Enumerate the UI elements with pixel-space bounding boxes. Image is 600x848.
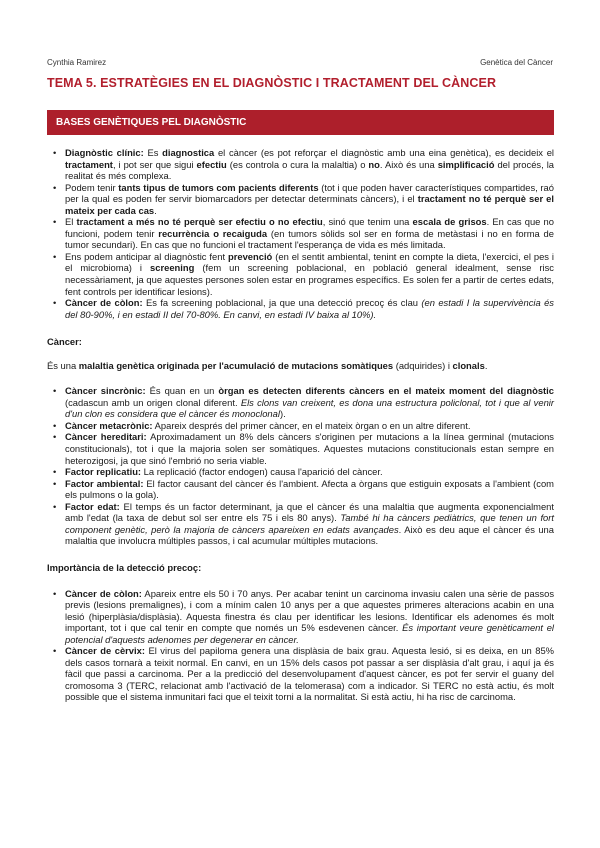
diagnosis-list [47,147,554,320]
list-item: • Càncer de cèrvix: El virus del papiloma genera una displàsia de baix grau. Aquesta lesió, si es deixa, en un 85% dels casos tornarà a teixit normal. En canvi, en un 15% dels casos pot passar a ser displàsia d'alt grau, i aquí ja és fàcil que passi a carcinoma. Per a la predicció del desenvolupament d'aquest càncer, es pot fer servir el guany del cromosoma 3 (TERC, relacionat amb l'activació de la telomerasa) com a indicador. Si TERC no està actiu, és molt possible que el sistema inmunitari faci que el teixit torni a la normalitat. Si està actiu, hi ha risc de carcinoma. [65,645,554,703]
cancer-types-list [47,385,554,547]
cancer-intro: És una malaltia genètica originada per l'acumulació de mutacions somàtiques (adquirides) i clonals. [47,359,488,371]
list-item: • Factor ambiental: El factor causant del càncer és l'ambient. Afecta a òrgans que estiguin exposats a l'ambient (com els pulmons o la gola). [65,478,554,501]
list-item: • Diagnòstic clínic: Es diagnostica el càncer (es pot reforçar el diagnòstic amb una eina genètica), es decideix el tractament, i pot ser que sigui efectiu (es controla o cura la malaltia) o no. Això és una simplificació del procés, la realitat és més complexa. [65,147,554,182]
list-item: • Càncer sincrònic: És quan en un òrgan es detecten diferents càncers en el mateix moment del diagnòstic (cadascun amb un origen clonal diferent. Els clons van creixent, es dona una estructura policlonal, tot i que al venir d'un clon es considera que el càncer és monoclonal). [65,385,554,420]
header-author: Cynthia Ramirez [47,58,107,67]
document-body [47,147,554,703]
list-item: • Ens podem anticipar al diagnòstic fent prevenció (en el sentit ambiental, tenint en compte la dieta, l'exercici, el pes i el microbioma) i screening (fem un screening poblacional, en població general idealment, sense risc necessàriament, ja que aquestes persones solen estar en programes específics. Es solen fer a partir de certes edats, fent controls per identificar lesions). [65,251,554,297]
list-item: • Factor edat: El temps és un factor determinant, ja que el càncer és una malaltia que augmenta exponencialment amb l'edat (la taxa de debut sol ser entre els 75 i els 80 anys). També hi ha càncers pediàtrics, que tenen un fort component genètic, però la majoria de càncers apareixen en edats avançades. Això es deu aque el càncer és una malaltia que involucra múltiples passos, i cal acumular múltiples mutacions. [65,501,554,547]
header-subject: Genètica del Càncer [480,58,553,67]
list-item: • Càncer de còlon: Es fa screening poblacional, ja que una detecció precoç és clau (en estadi I la supervivència és del 80-90%, i en estadi II del 70-80%. En canvi, en estadi IV baixa al 10%). [65,297,554,320]
section-label-cancer: Càncer: [47,336,82,348]
list-item: • Factor replicatiu: La replicació (factor endogen) causa l'aparició del càncer. [65,466,554,478]
page-title: TEMA 5. ESTRATÈGIES EN EL DIAGNÒSTIC I TRACTAMENT DEL CÀNCER [47,76,497,90]
list-item: • Càncer metacrònic: Apareix després del primer càncer, en el mateix òrgan o en un altre diferent. [65,420,554,432]
early-detection-list [47,588,554,703]
section-label-early-detection: Importància de la detecció precoç: [47,561,202,573]
list-item: • El tractament a més no té perquè ser efectiu o no efectiu, sinó que tenim una escala de grisos. En cas que no funcioni, podem tenir recurrència o recaiguda (en tumors sòlids sol ser en forma de metàstasi i no en forma de tumor secundari). En cas que no funcioni el tractament l'esperança de vida es més limitada. [65,216,554,251]
section-banner: BASES GENÈTIQUES PEL DIAGNÒSTIC [47,110,554,135]
list-item: • Podem tenir tants tipus de tumors com pacients diferents (tot i que poden haver característiques compartides, raó per la qual es poden fer servir biomarcadors per detectar determinats càncers), i el tractament no té perquè ser el mateix per cada cas. [65,182,554,217]
list-item: • Càncer hereditari: Aproximadament un 8% dels càncers s'originen per mutacions a la línea germinal (mutacions constitucionals), tot i que la majoria solen ser somàtiques. Aquestes mutacions constitucionals estan sempre en heterozigosi, ja que sinó l'embrió no seria viable. [65,431,554,466]
list-item: • Càncer de còlon: Apareix entre els 50 i 70 anys. Per acabar tenint un carcinoma invasiu calen una sèrie de passos previs (lesions premalignes), i com a mínim calen 10 anys per a que aquestes primeres alteracions acabin en una lesió (hiperplàsia/displàsia). Aquesta finestra és clau per identificar les lesions. Identificar els adenomes és molt important, tot i que cal tenir en compte que només un 5% esdevenen càncer. És important veure genèticament el potencial d'aquests adenomes per degenerar en càncer. [65,588,554,646]
